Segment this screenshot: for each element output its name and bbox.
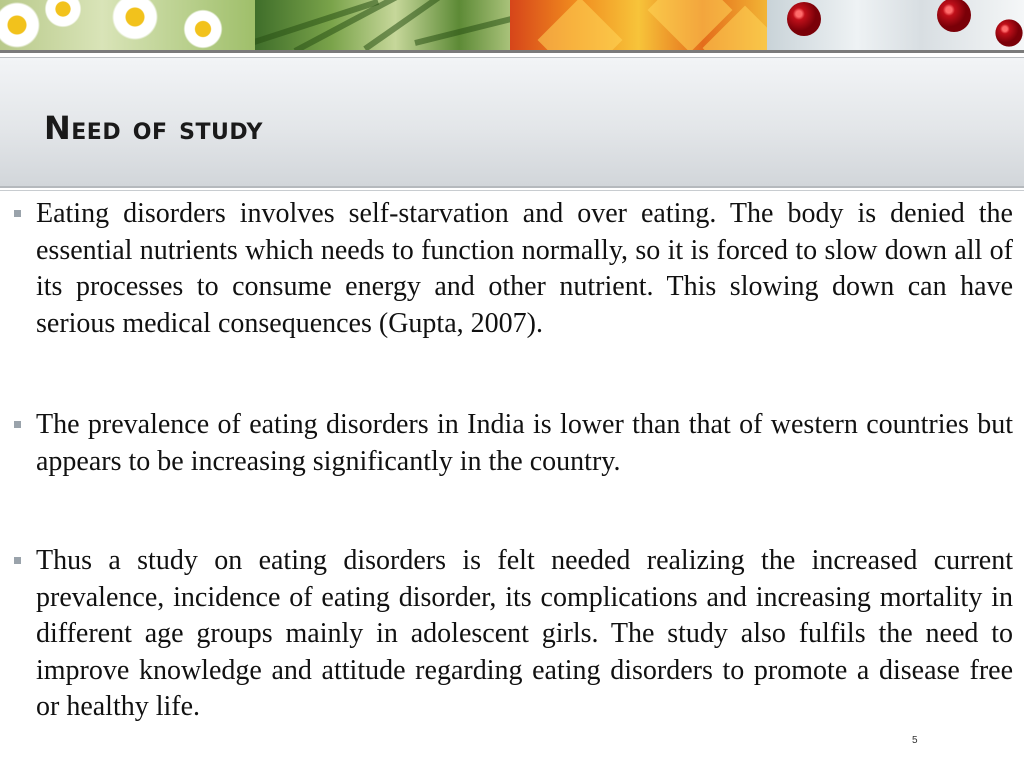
slide-title: Need of study [44, 109, 263, 147]
bullet-marker [14, 557, 21, 564]
daisy-flowers-photo [0, 0, 255, 50]
bullet-item: The prevalence of eating disorders in India is lower than that of western countries but appears to be increasing significantly in the country. [36, 409, 1013, 477]
banner-divider [0, 50, 1024, 53]
page-number: 5 [912, 735, 918, 746]
palm-leaves-photo [255, 0, 510, 50]
title-divider [0, 190, 1024, 191]
bullet-item: Eating disorders involves self-starvation and over eating. The body is denied the essential nutrients which needs to function normally, so it is forced to slow down all of its processes to consume energy and other nutrient. This slowing down can have serious medical consequences (Gupta, 2007). [36, 198, 1013, 339]
header-banner-image [0, 0, 1024, 50]
bullet-item: Thus a study on eating disorders is felt needed realizing the increased current prevalence, incidence of eating disorder, its complications and increasing mortality in different age groups mainly in adolescent girls. The study also fulfils the need to improve knowledge and attitude regarding eating disorders to promote a disease free or healthy life. [36, 545, 1013, 722]
autumn-leaves-photo [510, 0, 767, 50]
winter-berries-photo [767, 0, 1024, 50]
bullet-marker [14, 421, 21, 428]
bullet-marker [14, 210, 21, 217]
